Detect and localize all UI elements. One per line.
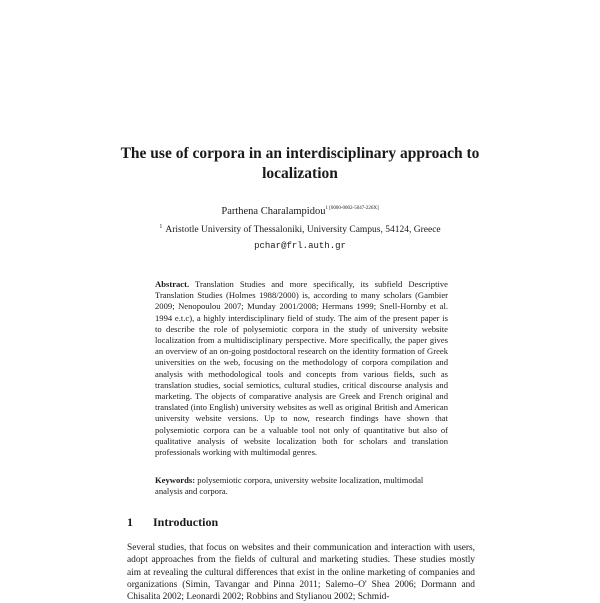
section-number: 1 xyxy=(127,515,133,529)
abstract xyxy=(155,279,448,458)
keywords xyxy=(155,475,448,497)
affiliation-marker: 1 xyxy=(159,224,163,230)
paper-title-line1: The use of corpora in an interdisciplinary approach to xyxy=(120,145,480,162)
affiliation-text: Aristotle University of Thessaloniki, University Campus, 54124, Greece xyxy=(165,225,441,235)
author-email: pchar@frl.auth.gr xyxy=(254,241,346,251)
keywords-text: polysemiotic corpora, university website localization, multimodal analysis and corpora. xyxy=(155,475,424,497)
abstract-label: Abstract. xyxy=(155,279,190,289)
keywords-label: Keywords: xyxy=(155,475,196,485)
author-line xyxy=(100,202,500,219)
author-name: Parthena Charalampidou xyxy=(221,206,326,217)
introduction-paragraph: Several studies, that focus on websites and their communication and interaction with users, adopt approaches from the fields of cultural and marketing studies. These studies mostly aim at revealing the cultural differences that exist in the online marketing of companies and organizations (Simin, Tavangar and Pinna 2011; Salemo–O' Shea 2006; Dormann and Chisalita 2002; Leonardi 2002; Robbins and Stylianou 2002; Schmid- xyxy=(127,543,475,603)
paper-title xyxy=(100,144,500,184)
abstract-text: Translation Studies and more specifically, its subfield Descriptive Translation Studies (Holmes 1988/2000) is, according to many scholars (Gambier 2009; Nenopoulou 2007; Munday 2001/2008; Hermans 1999; Snell-Hornby et al. 1994 e.t.c), a highly interdisciplinary field of study. The aim of the present paper is to describe the role of polysemiotic corpora in the study of university website localization from a multidisciplinary perspective. More specifically, the paper gives an overview of an on-going postdoctoral research on the identity formation of Greek universities on the web, focusing on the methodology of corpora compilation and analysis with methodological tools and concepts from various fields, such as translation studies, social semiotics, cultural studies, critical discourse analysis and marketing. The objects of comparative analysis are Greek and French original and translated (into English) university websites as well as original British and American university website versions. Up to now, research findings have shown that polysemiotic corpora can be a valuable tool not only of quantitative but also of qualitative analysis of website localization both for scholars and translation professionals working with multimodal genres. xyxy=(155,279,448,458)
section-heading-introduction xyxy=(127,515,218,530)
section-title: Introduction xyxy=(153,515,219,529)
affiliation-line xyxy=(100,221,500,237)
paper-title-line2: localization xyxy=(262,165,338,182)
author-orcid: 1 [0000-0002-5047-226X] xyxy=(325,206,379,211)
